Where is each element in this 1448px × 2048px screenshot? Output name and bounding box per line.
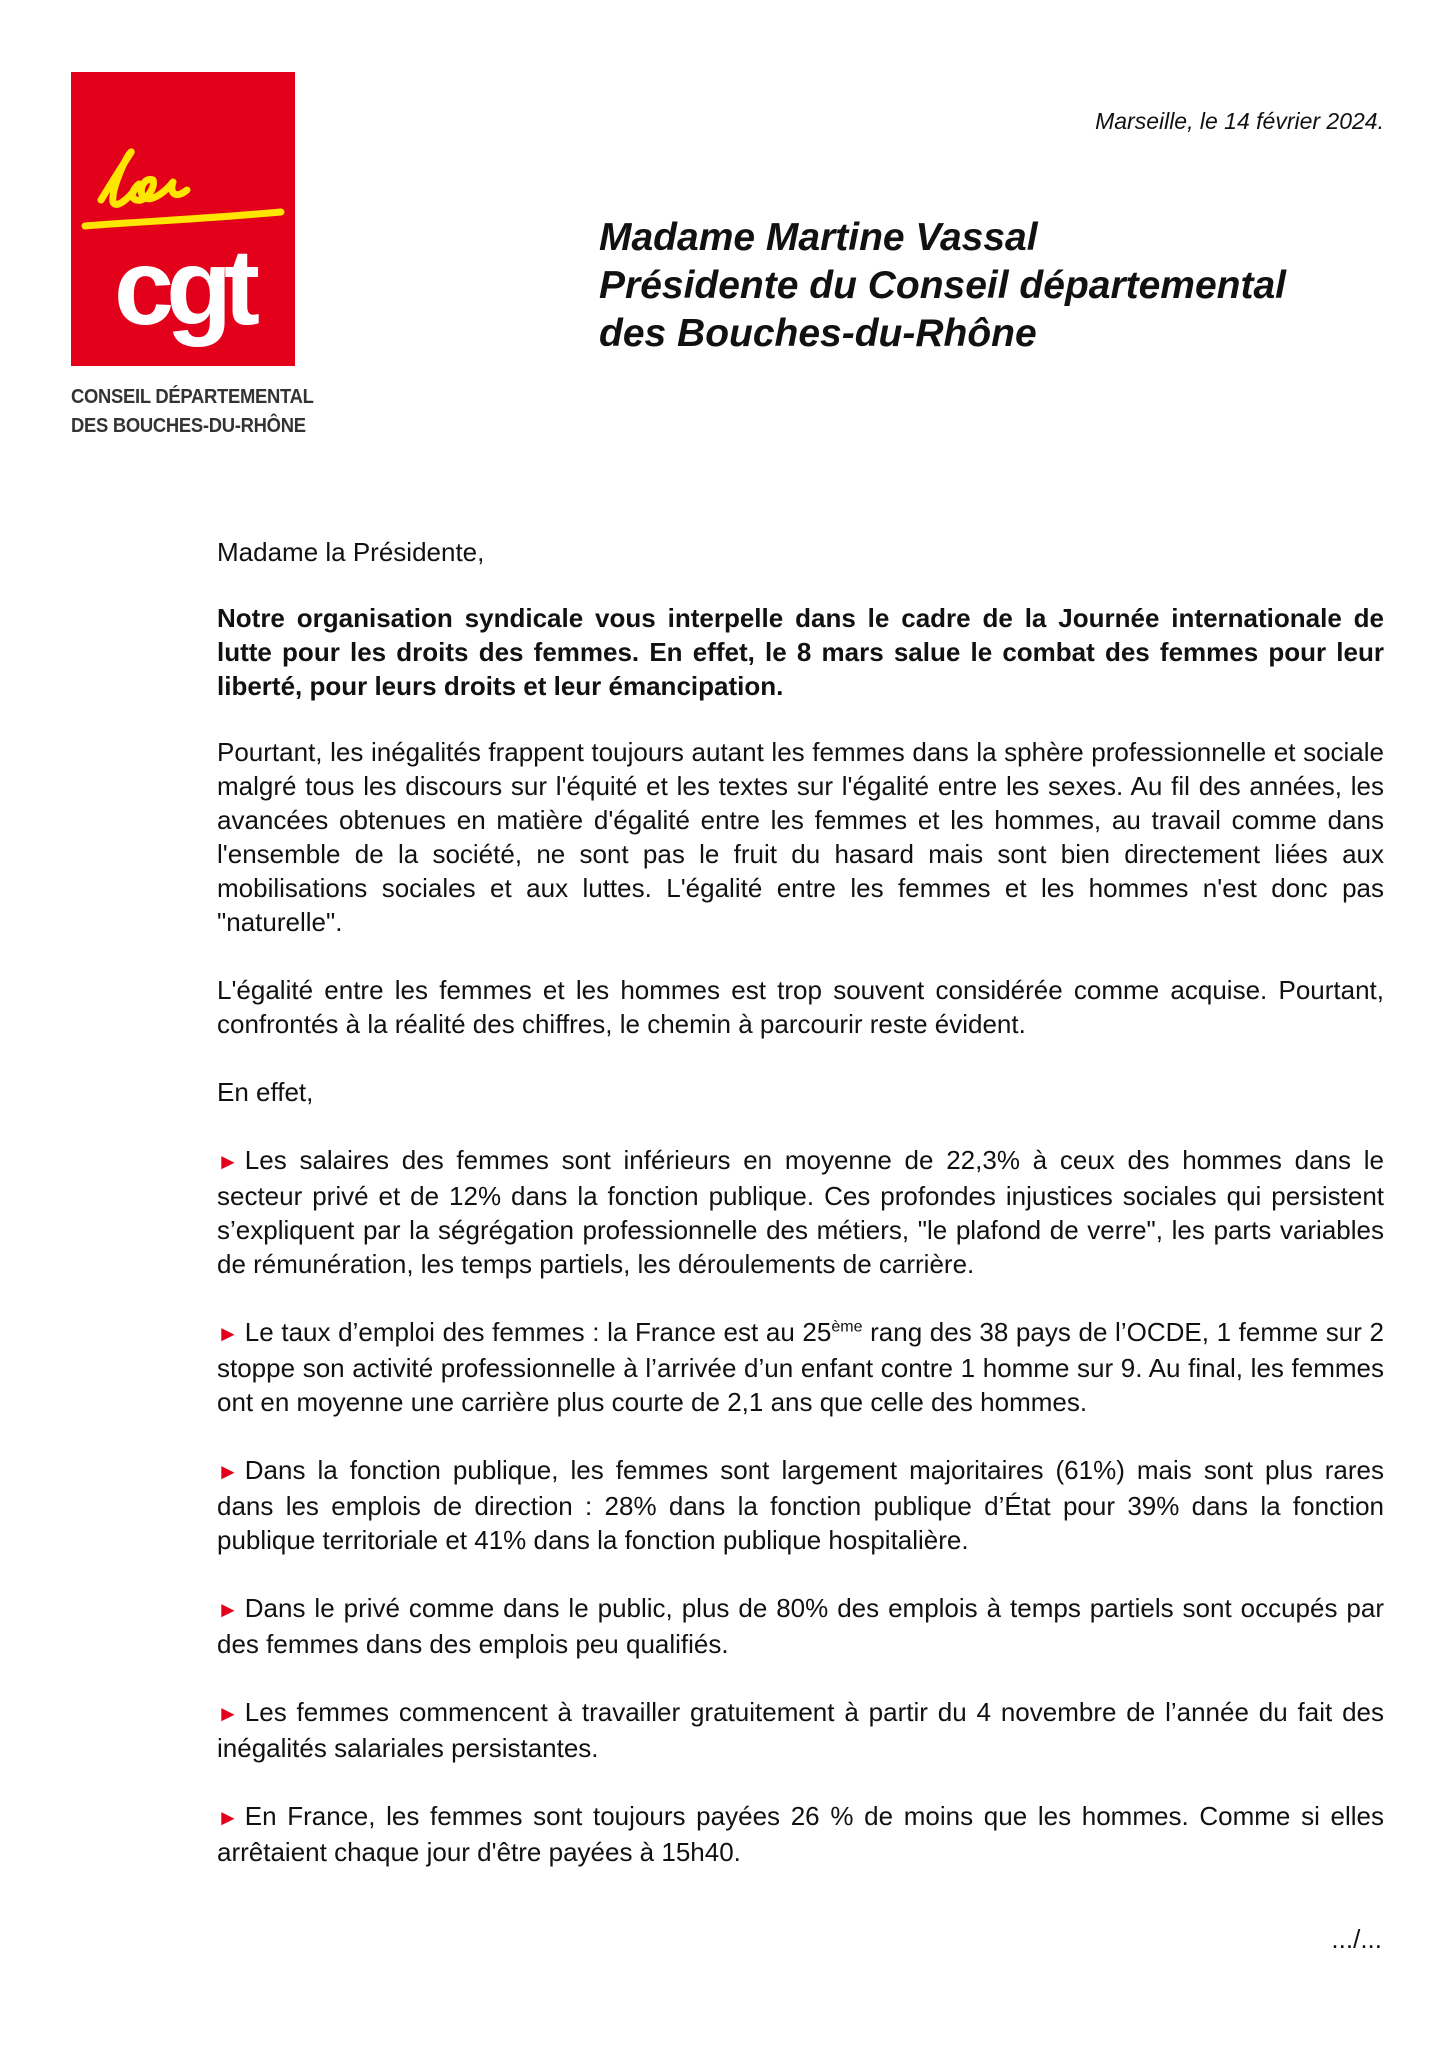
bullet-arrow-icon: ► [217, 1149, 239, 1174]
bullet-part-time [217, 1591, 1384, 1661]
bullet-text: Le taux d’emploi des femmes : la France est au 25 [244, 1317, 832, 1347]
bullet-text: En France, les femmes sont toujours payées 26 % de moins que les hommes. Comme si elles arrêtaient chaque jour d'être payées à 15h40. [217, 1801, 1384, 1867]
cgt-logo [71, 72, 295, 366]
superscript-eme: ème [831, 1318, 863, 1336]
logo-subtitle [71, 383, 314, 441]
intro-paragraph: Notre organisation syndicale vous interpelle dans le cadre de la Journée internationale de lutte pour les droits des femmes. En effet, le 8 mars salue le combat des femmes pour leur liberté, pour leurs droits et leur émancipation. [217, 603, 1384, 701]
greeting: Madame la Présidente, [217, 537, 485, 567]
paragraph-inequalities: Pourtant, les inégalités frappent toujours autant les femmes dans la sphère professionnelle et sociale malgré tous les discours sur l'équité et les textes sur l'égalité entre les sexes. Au fil des années, les avancées obtenues en matière d'égalité entre les femmes et les hommes, au travail comme dans l'ensemble de la société, ne sont pas le fruit du hasard mais sont bien directement liées aux mobilisations sociales et aux luttes. L'égalité entre les femmes et les hommes n'est donc pas "naturelle". [217, 737, 1384, 937]
bullet-employment-rate [217, 1315, 1384, 1419]
bullet-arrow-icon: ► [217, 1805, 239, 1830]
logo-subtitle-line1: CONSEIL DÉPARTEMENTAL [71, 386, 314, 408]
bullet-text: Dans le privé comme dans le public, plus de 80% des emplois à temps partiels sont occupés par des femmes dans des emplois peu qualifiés. [217, 1593, 1384, 1659]
bullet-salaries [217, 1143, 1384, 1281]
bullet-text: Les salaires des femmes sont inférieurs en moyenne de 22,3% à ceux des hommes dans le secteur privé et de 12% dans la fonction publique. Ces profondes injustices sociales qui persistent s’expliquent par la ségrégation professionnelle des métiers, "le plafond de verre", les parts variables de rémunération, les temps partiels, les déroulements de carrière. [217, 1145, 1384, 1279]
letter-date: Marseille, le 14 février 2024. [1095, 108, 1384, 134]
recipient-block [599, 214, 1286, 358]
page-continuation: .../... [1331, 1924, 1382, 1954]
bullet-arrow-icon: ► [217, 1321, 239, 1346]
logo-subtitle-line2: DES BOUCHES-DU-RHÔNE [71, 415, 306, 437]
paragraph-equality: L'égalité entre les femmes et les hommes est trop souvent considérée comme acquise. Pourtant, confrontés à la réalité des chiffres, le chemin à parcourir reste évident. [217, 975, 1384, 1039]
bullet-arrow-icon: ► [217, 1459, 239, 1484]
recipient-name: Madame Martine Vassal [599, 216, 1038, 259]
recipient-title: Présidente du Conseil départemental [599, 264, 1287, 307]
bullet-pay-gap [217, 1799, 1384, 1869]
bullet-free-work [217, 1695, 1384, 1765]
svg-text:cgt: cgt [114, 226, 252, 347]
en-effet: En effet, [217, 1077, 314, 1107]
bullet-text: rang des 38 pays de l’OCDE, 1 femme sur 2 stoppe son activité professionnelle à l’arrivée d’un enfant contre 1 homme sur 9. Au final, les femmes ont en moyenne une carrière plus courte de 2,1 ans que celle des hommes. [217, 1317, 1384, 1417]
bullet-arrow-icon: ► [217, 1597, 239, 1622]
bullet-arrow-icon: ► [217, 1701, 239, 1726]
bullet-text: Dans la fonction publique, les femmes sont largement majoritaires (61%) mais sont plus rares dans les emplois de direction : 28% dans la fonction publique d’État pour 39% dans la fonction publique territoriale et 41% dans la fonction publique hospitalière. [217, 1455, 1384, 1555]
letter-body [217, 535, 1384, 1903]
bullet-public-service [217, 1453, 1384, 1557]
bullet-text: Les femmes commencent à travailler gratuitement à partir du 4 novembre de l’année du fait des inégalités salariales persistantes. [217, 1697, 1384, 1763]
cgt-logo-graphic [71, 72, 295, 366]
recipient-department: des Bouches-du-Rhône [599, 312, 1037, 355]
